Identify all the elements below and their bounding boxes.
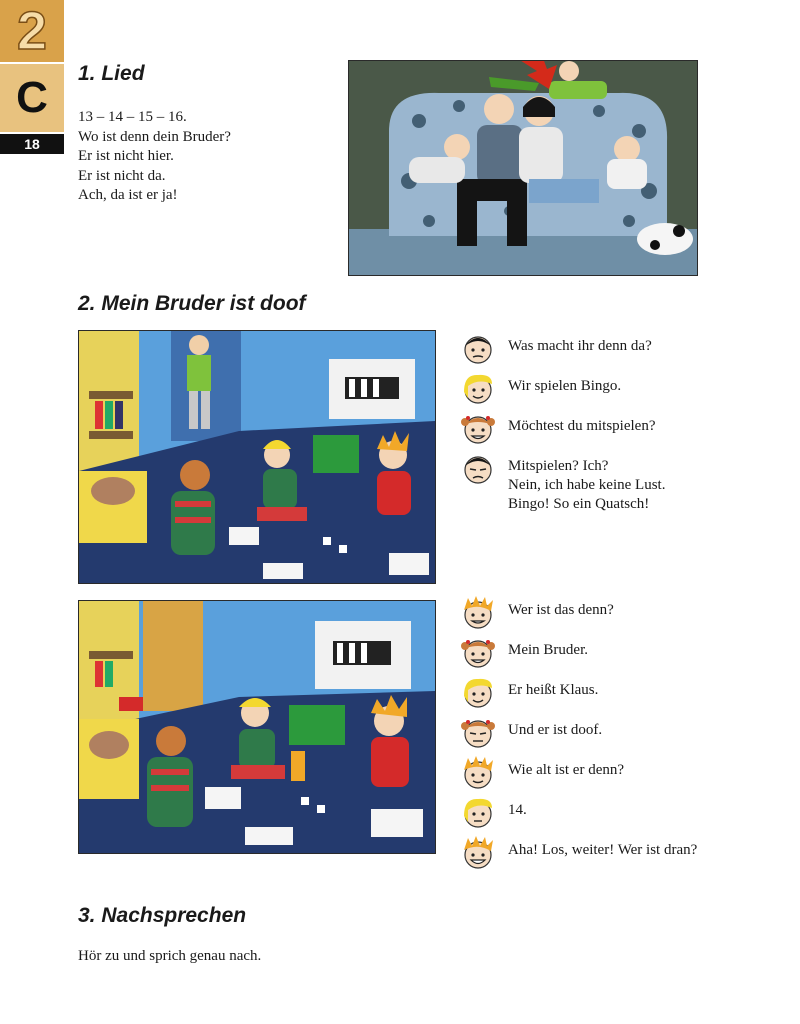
dialog-text: Mein Bruder. bbox=[508, 642, 588, 658]
section-letter-tab: C bbox=[0, 64, 64, 132]
lyric-line: Er ist nicht da. bbox=[78, 167, 166, 184]
dialog-line bbox=[460, 754, 624, 790]
dialog-text: Bingo! So ein Quatsch! bbox=[508, 496, 650, 512]
blonde-girl-face-icon bbox=[460, 674, 496, 710]
dialog-line bbox=[460, 450, 665, 514]
dialog-line bbox=[460, 794, 527, 830]
spiky-haired-boy-face-icon bbox=[460, 834, 496, 870]
dialog-text: Und er ist doof. bbox=[508, 722, 603, 738]
unit-number-tab: 2 bbox=[0, 0, 64, 62]
dialog-text-block bbox=[508, 457, 665, 514]
pigtail-girl-face-icon bbox=[460, 410, 496, 446]
lyric-line: 13 – 14 – 15 – 16. bbox=[78, 109, 187, 125]
pigtail-girl-face-icon bbox=[460, 634, 496, 670]
dialog-line bbox=[460, 674, 598, 710]
dialog-line bbox=[460, 714, 602, 750]
dialog-line bbox=[460, 370, 621, 406]
dialog-text: Mitspielen? Ich? bbox=[508, 458, 609, 474]
dialog-text: 14. bbox=[508, 802, 527, 818]
section2-heading: 2. Mein Bruder ist doof bbox=[78, 292, 306, 315]
song-lyrics bbox=[78, 108, 231, 206]
lyric-line: Er ist nicht hier. bbox=[78, 148, 174, 164]
spiky-haired-boy-face-icon bbox=[460, 594, 496, 630]
blonde-girl-face-icon bbox=[460, 370, 496, 406]
dialog-1 bbox=[460, 330, 790, 530]
dialog-line bbox=[460, 594, 614, 630]
spiky-haired-boy-face-icon bbox=[460, 754, 496, 790]
blonde-girl-face-icon bbox=[460, 794, 496, 830]
dialog-line bbox=[460, 410, 655, 446]
dark-haired-boy-face-icon bbox=[460, 330, 496, 366]
bingo-room-illustration-1 bbox=[78, 330, 436, 584]
section3-instruction: Hör zu und sprich genau nach. bbox=[78, 948, 262, 964]
dialog-text: Wie alt ist er denn? bbox=[508, 762, 625, 778]
dialog-text: Möchtest du mitspielen? bbox=[508, 418, 656, 434]
family-sofa-illustration bbox=[348, 60, 698, 276]
dialog-line bbox=[460, 834, 697, 870]
lyric-line: Wo ist denn dein Bruder? bbox=[78, 128, 231, 145]
dialog-text: Was macht ihr denn da? bbox=[508, 338, 652, 354]
dialog-2 bbox=[460, 594, 790, 874]
dialog-text: Wir spielen Bingo. bbox=[508, 378, 622, 394]
section3-heading: 3. Nachsprechen bbox=[78, 904, 247, 927]
section1-heading: 1. Lied bbox=[78, 62, 145, 85]
bingo-room-illustration-2 bbox=[78, 600, 436, 854]
dialog-text: Wer ist das denn? bbox=[508, 602, 614, 618]
dialog-line bbox=[460, 634, 588, 670]
dialog-text: Er heißt Klaus. bbox=[508, 682, 599, 698]
lyric-line: Ach, da ist er ja! bbox=[78, 187, 178, 203]
page-number: 18 bbox=[0, 134, 64, 154]
dialog-text: Nein, ich habe keine Lust. bbox=[508, 477, 666, 493]
dialog-text: Aha! Los, weiter! Wer ist dran? bbox=[508, 842, 698, 858]
dialog-line bbox=[460, 330, 652, 366]
dark-haired-boy-face-icon bbox=[460, 450, 496, 486]
pigtail-girl-face-icon bbox=[460, 714, 496, 750]
